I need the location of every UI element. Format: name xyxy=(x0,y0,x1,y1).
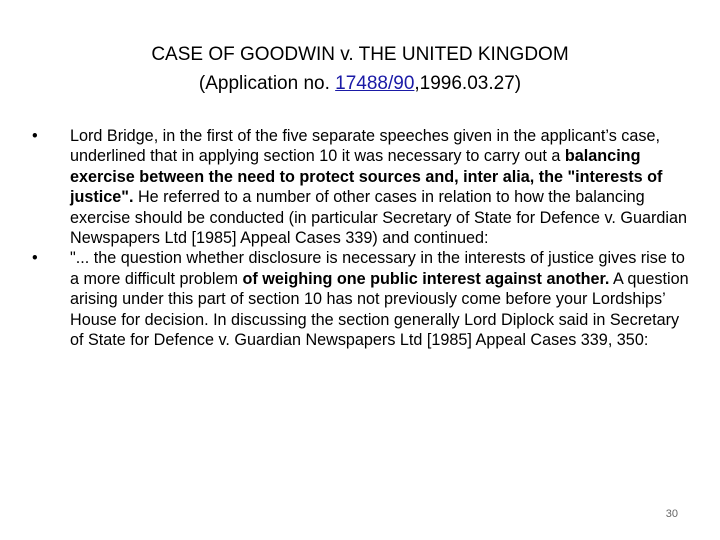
bullet-item xyxy=(30,248,690,350)
application-number-link[interactable]: 17488/90 xyxy=(335,73,415,94)
title-application-prefix: (Application no. xyxy=(198,73,336,94)
bullet-text: He referred to a number of other cases in relation to how the balancing exercise should be conducted (in particular Secretary of State for Defence v. Guardian Newspapers Ltd [1985] Appeal Cases 339) and continued: xyxy=(70,188,687,248)
bullet-text-bold: of weighing one public interest against another. xyxy=(242,269,610,288)
bullet-text: "... the question whether disclosure is necessary in the interests of justice gives rise to a more difficult problem xyxy=(70,249,685,288)
bullet-icon: • xyxy=(32,127,38,145)
bullet-text: Lord Bridge, in the first of the five separate speeches given in the applicant’s case, underlined that in applying section 10 it was necessary to carry out a xyxy=(70,127,660,166)
bullet-text: A question arising under this part of section 10 has not previously come before your Lordships’ House for decision. In discussing the section generally Lord Diplock said in Secretary of State for Defence v. Guardian Newspapers Ltd [1985] Appeal Cases 339, 350: xyxy=(70,269,689,350)
slide-title xyxy=(60,40,660,98)
bullet-text-bold: balancing exercise between the need to protect sources and, inter alia, the "interests of justice". xyxy=(70,147,663,207)
bullet-list xyxy=(30,126,690,350)
title-line-1: CASE OF GOODWIN v. THE UNITED KINGDOM xyxy=(151,44,569,65)
title-date-suffix: ,1996.03.27) xyxy=(414,73,522,94)
bullet-icon: • xyxy=(32,249,38,268)
title-line-2 xyxy=(60,69,660,98)
page-number: 30 xyxy=(665,508,678,520)
bullet-item xyxy=(30,126,690,248)
